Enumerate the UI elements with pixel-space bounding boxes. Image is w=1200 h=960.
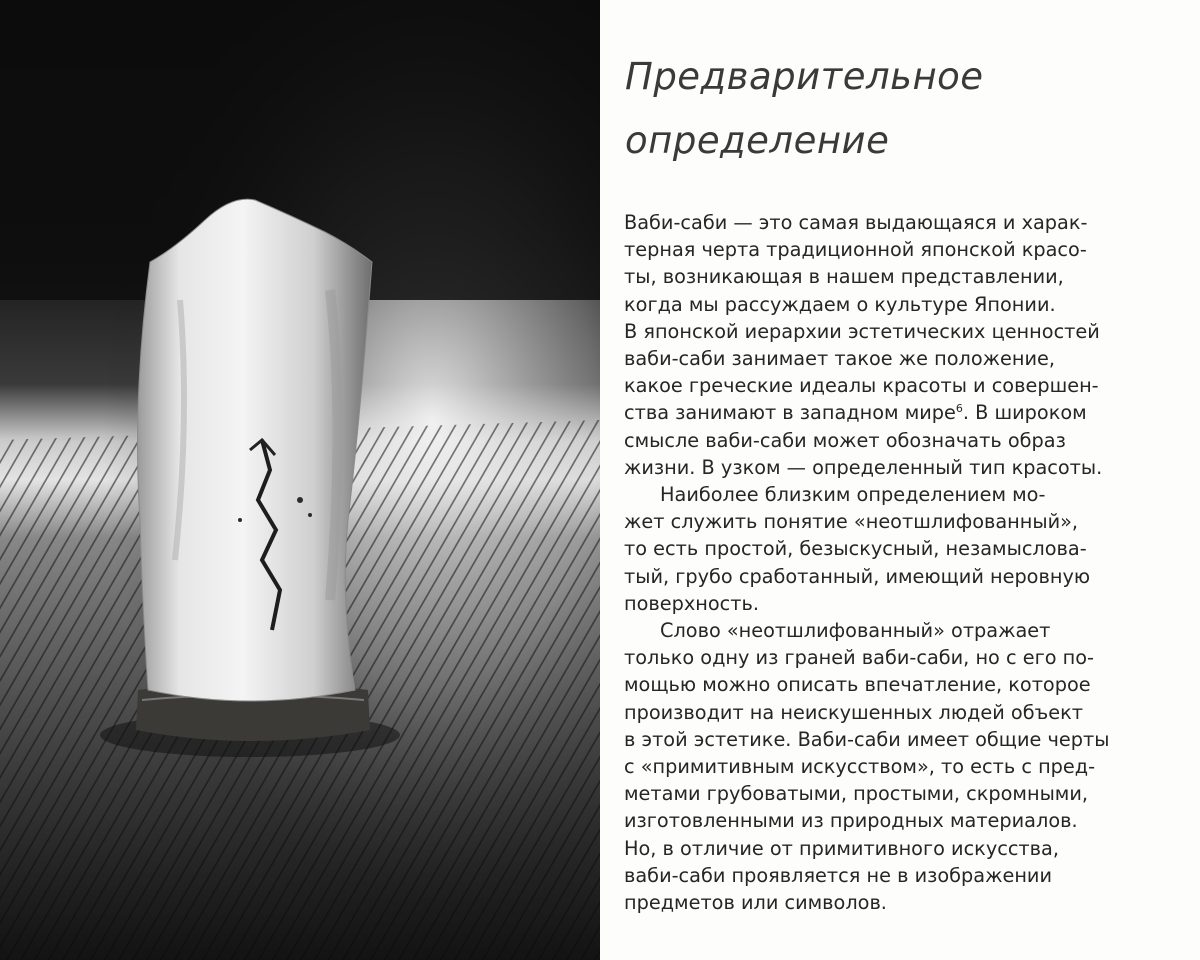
text-line: предметов или символов.: [624, 891, 887, 915]
text-line: производит на неискушенных людей объект: [624, 700, 1083, 724]
text-line: ваби-саби занимает такое же положение,: [624, 347, 1056, 371]
text-line: В японской иерархии эстетических ценностей: [624, 319, 1100, 343]
text-line: Ваби-саби — это самая выдающаяся и харак-: [624, 211, 1088, 234]
body-text: [624, 209, 1194, 916]
text-line: изготовленными из природных материалов.: [624, 809, 1078, 833]
text-line: ваби-саби проявляется не в изображении: [624, 863, 1052, 887]
text-line: когда мы рассуждаем о культуре Японии.: [624, 292, 1056, 316]
text-line-with-footnote: [624, 399, 1194, 426]
footnote-ref[interactable]: 6: [955, 402, 963, 416]
text-line: мощью можно описать впечатление, которое: [624, 673, 1091, 697]
text-line: тый, грубо сработанный, имеющий неровную: [624, 564, 1091, 588]
text-line: какое греческие идеалы красоты и совершен-: [624, 374, 1099, 398]
text-fragment: ства занимают в западном мире: [624, 401, 956, 425]
page-title-line-2: определение: [625, 119, 890, 162]
text-line: с «примитивным искусством», то есть с пред-: [624, 755, 1096, 779]
text-page: [600, 0, 1200, 960]
text-line: терная черта традиционной японской красо-: [624, 238, 1087, 262]
text-line: то есть простой, безыскусный, незамыслова-: [624, 537, 1087, 561]
text-line: смысле ваби-саби может обозначать образ: [624, 428, 1066, 452]
text-line: Слово «неотшлифованный» отражает: [660, 619, 1051, 643]
text-line: Наиболее близким определением мо-: [660, 483, 1046, 507]
text-line: жет служить понятие «неотшлифованный»,: [624, 510, 1079, 534]
page-title: [625, 45, 1185, 173]
text-line: жизни. В узком — определенный тип красоты.: [624, 455, 1103, 479]
text-line: в этой эстетике. Ваби-саби имеет общие черты: [624, 727, 1110, 751]
text-line: только одну из граней ваби-саби, но с его по-: [624, 646, 1094, 670]
text-line: ты, возникающая в нашем представлении,: [624, 265, 1064, 289]
text-line: Но, в отличие от примитивного искусства,: [624, 836, 1059, 860]
text-line: метами грубоватыми, простыми, скромными,: [624, 782, 1088, 806]
text-line: поверхность.: [624, 591, 760, 615]
text-fragment: . В широком: [962, 401, 1087, 425]
page-title-line-1: Предварительное: [625, 55, 984, 98]
